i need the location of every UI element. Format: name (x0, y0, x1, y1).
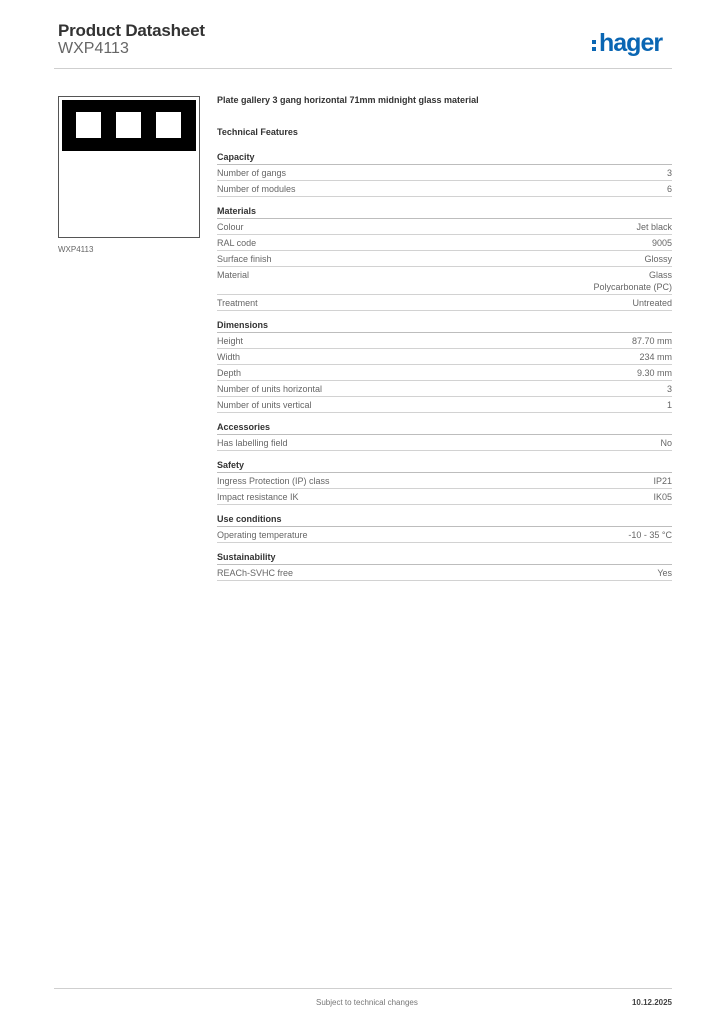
spec-label: Height (217, 336, 244, 346)
spec-value-line: Yes (657, 568, 672, 578)
logo-dots-icon (592, 40, 596, 51)
spec-row (217, 165, 672, 181)
spec-value-line: 9.30 mm (636, 368, 672, 378)
image-caption: WXP4113 (58, 245, 94, 254)
spec-label: Colour (217, 222, 244, 232)
spec-label: Surface finish (217, 254, 272, 264)
spec-label: Number of gangs (217, 168, 287, 178)
spec-label: Width (217, 352, 241, 362)
spec-row (217, 181, 672, 197)
spec-label: Ingress Protection (IP) class (217, 476, 330, 486)
hager-logo (592, 28, 662, 58)
spec-row (217, 473, 672, 489)
spec-value (593, 269, 672, 293)
spec-row (217, 295, 672, 311)
spec-section (217, 320, 672, 413)
spec-value-line: 3 (666, 168, 672, 178)
spec-label: Operating temperature (217, 530, 308, 540)
spec-value-line: 87.70 mm (631, 336, 672, 346)
page-title: Product Datasheet (58, 21, 205, 40)
spec-value (667, 383, 672, 395)
spec-label: Material (217, 270, 250, 280)
spec-value-line: Glossy (644, 254, 672, 264)
spec-value-line: Jet black (636, 222, 672, 232)
spec-value (653, 491, 672, 503)
section-title: Accessories (217, 422, 672, 435)
spec-section (217, 152, 672, 197)
spec-section (217, 514, 672, 543)
spec-value-line: 6 (666, 184, 672, 194)
spec-value (644, 253, 672, 265)
header-divider (54, 68, 672, 69)
logo-text: hager (599, 28, 663, 57)
gang-opening (76, 112, 101, 138)
spec-value-line: No (660, 438, 672, 448)
spec-section (217, 422, 672, 451)
spec-label: Impact resistance IK (217, 492, 299, 502)
spec-value (667, 167, 672, 179)
product-code: WXP4113 (58, 40, 129, 57)
spec-label: Number of units vertical (217, 400, 312, 410)
spec-sections (217, 152, 672, 581)
spec-value (628, 529, 672, 541)
section-title: Safety (217, 460, 672, 473)
spec-row (217, 489, 672, 505)
spec-row (217, 235, 672, 251)
spec-value-line: 9005 (651, 238, 672, 248)
spec-row (217, 267, 672, 295)
section-title: Dimensions (217, 320, 672, 333)
spec-value-line: Glass (648, 270, 672, 280)
spec-label: Number of modules (217, 184, 296, 194)
spec-value (637, 367, 672, 379)
spec-value (657, 567, 672, 579)
product-description: Plate gallery 3 gang horizontal 71mm midnight glass material (217, 95, 479, 105)
technical-features-heading: Technical Features (217, 127, 298, 137)
product-image (58, 96, 200, 238)
plate-illustration (62, 100, 196, 151)
section-title: Sustainability (217, 552, 672, 565)
spec-value (639, 351, 672, 363)
spec-value-line: 234 mm (639, 352, 672, 362)
spec-row (217, 565, 672, 581)
spec-row (217, 527, 672, 543)
spec-value (652, 237, 672, 249)
spec-value (667, 183, 672, 195)
spec-label: Depth (217, 368, 242, 378)
spec-value (636, 221, 672, 233)
spec-label: REACh-SVHC free (217, 568, 294, 578)
spec-row (217, 251, 672, 267)
footer-date: 10.12.2025 (631, 998, 672, 1007)
spec-value-line: Polycarbonate (PC) (593, 282, 672, 292)
spec-row (217, 435, 672, 451)
spec-label: Number of units horizontal (217, 384, 323, 394)
spec-label: RAL code (217, 238, 257, 248)
section-title: Capacity (217, 152, 672, 165)
footer-note: Subject to technical changes (316, 998, 418, 1007)
spec-content (217, 95, 672, 590)
spec-value-line: 1 (666, 400, 672, 410)
spec-row (217, 365, 672, 381)
spec-section (217, 552, 672, 581)
spec-row (217, 219, 672, 235)
spec-value (667, 399, 672, 411)
spec-label: Has labelling field (217, 438, 288, 448)
spec-value-line: Untreated (632, 298, 672, 308)
spec-section (217, 206, 672, 311)
spec-row (217, 349, 672, 365)
spec-value (653, 475, 672, 487)
spec-value-line: IK05 (653, 492, 672, 502)
spec-row (217, 333, 672, 349)
section-title: Materials (217, 206, 672, 219)
spec-section (217, 460, 672, 505)
spec-row (217, 381, 672, 397)
spec-value-line: -10 - 35 °C (628, 530, 672, 540)
spec-value (632, 335, 672, 347)
gang-opening (156, 112, 181, 138)
spec-value (632, 297, 672, 309)
gang-opening (116, 112, 141, 138)
spec-label: Treatment (217, 298, 258, 308)
footer-divider (54, 988, 672, 989)
spec-row (217, 397, 672, 413)
spec-value (660, 437, 672, 449)
spec-value-line: 3 (666, 384, 672, 394)
spec-value-line: IP21 (653, 476, 672, 486)
section-title: Use conditions (217, 514, 672, 527)
